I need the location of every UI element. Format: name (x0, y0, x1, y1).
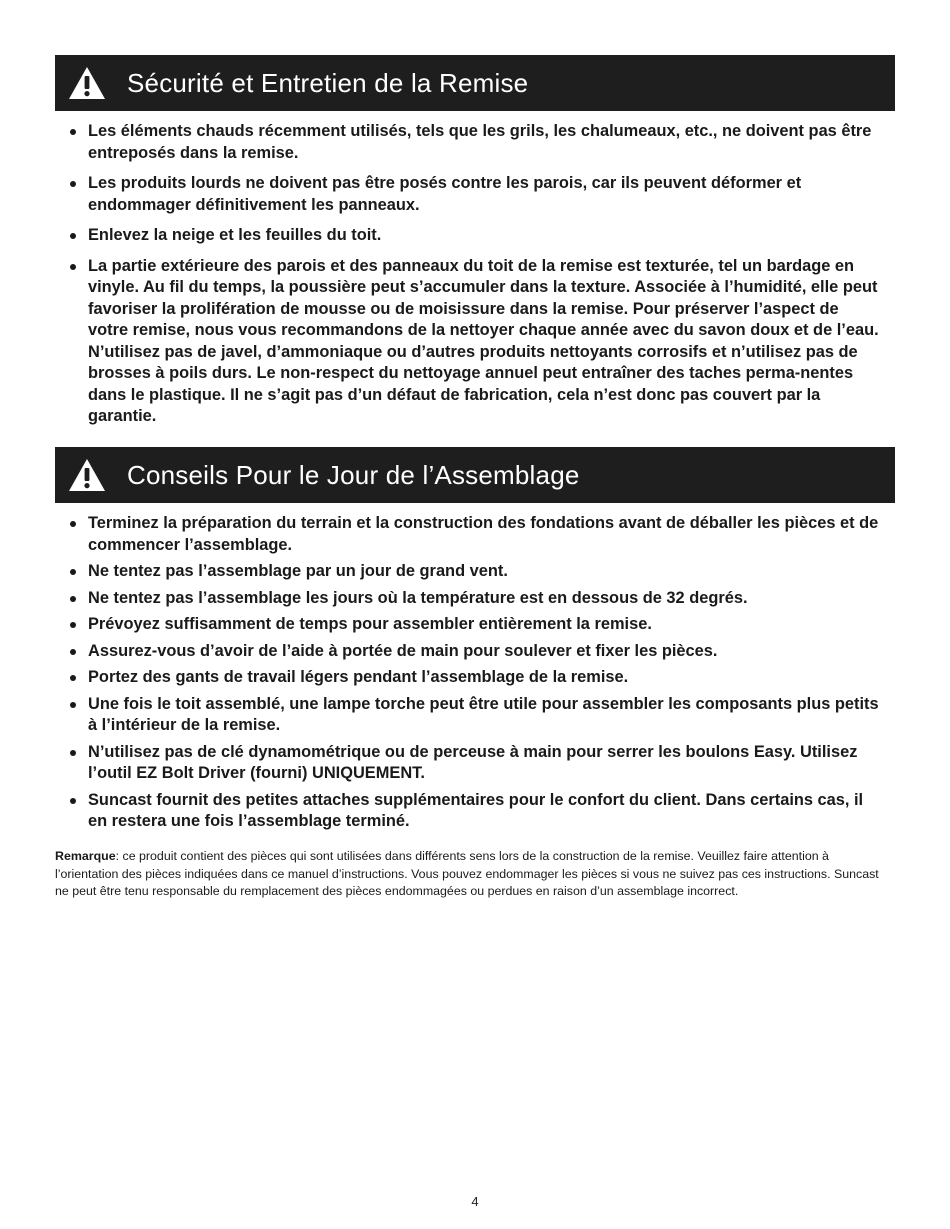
list-item: Portez des gants de travail légers pendant l’assemblage de la remise. (66, 667, 881, 689)
list-item: Suncast fournit des petites attaches supplémentaires pour le confort du client. Dans certains cas, il en restera une fois l’assemblage terminé. (66, 790, 881, 833)
list-item: Une fois le toit assemblé, une lampe torche peut être utile pour assembler les composants plus petits à l’intérieur de la remise. (66, 694, 881, 737)
list-item: Les éléments chauds récemment utilisés, tels que les grils, les chalumeaux, etc., ne doivent pas être entreposés dans la remise. (66, 121, 881, 164)
list-item: N’utilisez pas de clé dynamométrique ou de perceuse à main pour serrer les boulons Easy. Utilisez l’outil EZ Bolt Driver (fourni) UNIQUEMENT. (66, 742, 881, 785)
list-item: Ne tentez pas l’assemblage par un jour de grand vent. (66, 561, 881, 583)
section-title: Conseils Pour le Jour de l’Assemblage (127, 459, 580, 490)
assembly-tips-bullet-list (66, 513, 881, 838)
list-item: La partie extérieure des parois et des panneaux du toit de la remise est texturée, tel un bardage en vinyle. Au fil du temps, la poussière peut s’accumuler dans la texture. Associée à l’humidité, elle peut favoriser la prolifération de mousse ou de moisissure dans la remise. Pour préserver l’aspect de votre remise, nous vous recommandons de la nettoyer chaque année avec du savon doux et de l’eau. N’utilisez pas de javel, d’ammoniaque ou d’autres produits nettoyants corrosifs et n’utilisez pas de brosses à poils durs. Le non-respect du nettoyage annuel peut entraîner des taches perma-nentes dans le plastique. Il ne s’agit pas d’un défaut de fabrication, cela n’est donc pas couvert par la garantie. (66, 256, 881, 428)
list-item: Les produits lourds ne doivent pas être posés contre les parois, car ils peuvent déformer et endommager définitivement les panneaux. (66, 173, 881, 216)
warning-triangle-icon (67, 457, 107, 493)
remark-label: Remarque (55, 849, 116, 863)
list-item: Ne tentez pas l’assemblage les jours où la température est en dessous de 32 degrés. (66, 588, 881, 610)
section-banner-assembly-tips (55, 447, 895, 503)
list-item: Prévoyez suffisamment de temps pour assembler entièrement la remise. (66, 614, 881, 636)
section-banner-safety (55, 55, 895, 111)
warning-triangle-icon (67, 65, 107, 101)
section-title: Sécurité et Entretien de la Remise (127, 67, 529, 98)
list-item: Enlevez la neige et les feuilles du toit. (66, 225, 881, 247)
safety-bullet-list (66, 121, 881, 437)
list-item: Terminez la préparation du terrain et la construction des fondations avant de déballer les pièces et de commencer l’assemblage. (66, 513, 881, 556)
list-item: Assurez-vous d’avoir de l’aide à portée de main pour soulever et fixer les pièces. (66, 641, 881, 663)
remark-note (55, 848, 885, 901)
page-number: 4 (471, 1194, 479, 1209)
remark-text: : ce produit contient des pièces qui sont utilisées dans différents sens lors de la construction de la remise. Veuillez faire attention à l’orientation des pièces indiquées dans ce manuel d’instructions. Vous pouvez endommager les pièces si vous ne suivez pas ces instructions. Suncast ne peut être tenu responsable du remplacement des pièces endommagées ou perdues en raison d’un assemblage incorrect. (55, 849, 879, 898)
